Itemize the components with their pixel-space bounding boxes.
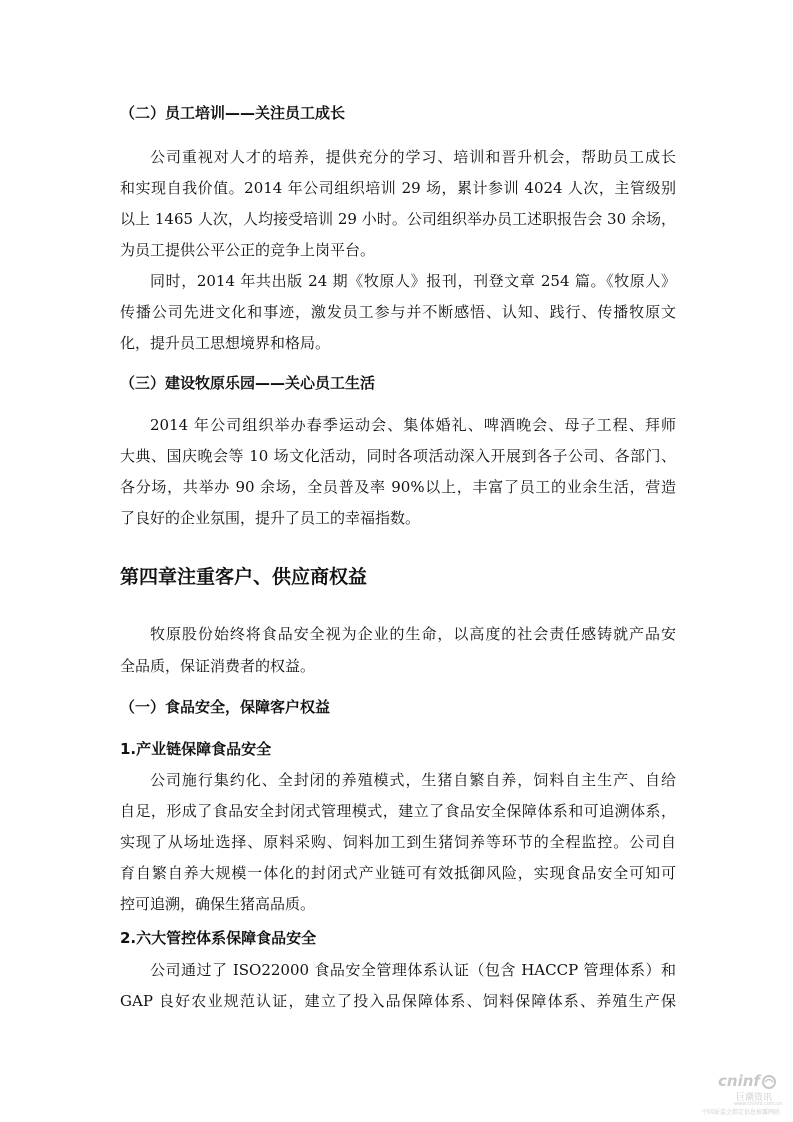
logo-name-cn: 巨潮资讯 xyxy=(736,1093,773,1103)
paragraph-line: 各分场，共举办 90 余场，全员普及率 90%以上，丰富了员工的业余生活，营造 xyxy=(120,478,676,496)
section-heading-paradise: （三）建设牧原乐园——关心员工生活 xyxy=(120,374,376,392)
paragraph-line: 2014 年公司组织举办春季运动会、集体婚礼、啤酒晚会、母子工程、拜师 xyxy=(150,416,676,434)
cninfo-watermark-logo xyxy=(700,1072,786,1116)
logo-subtitle: 中国证监会指定信息披露网站 xyxy=(702,1109,781,1116)
cninfo-swirl-icon xyxy=(762,1075,776,1089)
paragraph-line: 控可追溯，确保生猪高品质。 xyxy=(120,895,316,913)
paragraph-line: 和实现自我价值。2014 年公司组织培训 29 场，累计参训 4024 人次，主管级别 xyxy=(120,179,676,197)
paragraph-line: 牧原股份始终将食品安全视为企业的生命，以高度的社会责任感铸就产品安 xyxy=(150,625,676,643)
paragraph-line: 公司通过了 ISO22000 食品安全管理体系认证（包含 HACCP 管理体系）和 xyxy=(150,961,676,979)
chapter-title: 第四章注重客户、供应商权益 xyxy=(120,566,368,588)
paragraph-line: 公司重视对人才的培养，提供充分的学习、培训和晋升机会，帮助员工成长 xyxy=(150,148,676,166)
section-heading-food-safety: （一）食品安全，保障客户权益 xyxy=(120,698,331,716)
paragraph-line: 同时，2014 年共出版 24 期《牧原人》报刊，刊登文章 254 篇。《牧原人》 xyxy=(150,272,676,290)
paragraph-line: 传播公司先进文化和事迹，激发员工参与并不断感悟、认知、践行、传播牧原文 xyxy=(120,303,676,321)
paragraph-line: 为员工提供公平公正的竞争上岗平台。 xyxy=(120,241,376,259)
paragraph-line: 大典、国庆晚会等 10 场文化活动，同时各项活动深入开展到各子公司、各部门、 xyxy=(120,447,676,465)
subsection-heading-control-systems: 2.六大管控体系保障食品安全 xyxy=(120,929,317,947)
paragraph-line: 公司施行集约化、全封闭的养殖模式，生猪自繁自养，饲料自主生产、自给 xyxy=(150,771,676,789)
logo-url: www.cninfo.com.cn xyxy=(734,1101,783,1107)
paragraph-line: 了良好的企业氛围，提升了员工的幸福指数。 xyxy=(120,509,421,527)
subsection-heading-supply-chain: 1.产业链保障食品安全 xyxy=(120,740,272,758)
paragraph-line: GAP 良好农业规范认证，建立了投入品保障体系、饲料保障体系、养殖生产保 xyxy=(120,992,676,1010)
section-heading-training: （二）员工培训——关注员工成长 xyxy=(120,104,346,122)
logo-brand-text: cninf xyxy=(718,1072,760,1090)
paragraph-line: 实现了从场址选择、原料采购、饲料加工到生猪饲养等环节的全程监控。公司自 xyxy=(120,833,676,851)
paragraph-line: 全品质，保证消费者的权益。 xyxy=(120,657,316,675)
paragraph-line: 化，提升员工思想境界和格局。 xyxy=(120,334,331,352)
paragraph-line: 自足，形成了食品安全封闭式管理模式，建立了食品安全保障体系和可追溯体系， xyxy=(120,802,676,820)
paragraph-line: 育自繁自养大规模一体化的封闭式产业链可有效抵御风险，实现食品安全可知可 xyxy=(120,864,676,882)
paragraph-line: 以上 1465 人次，人均接受培训 29 小时。公司组织举办员工述职报告会 30 余场， xyxy=(120,210,676,228)
